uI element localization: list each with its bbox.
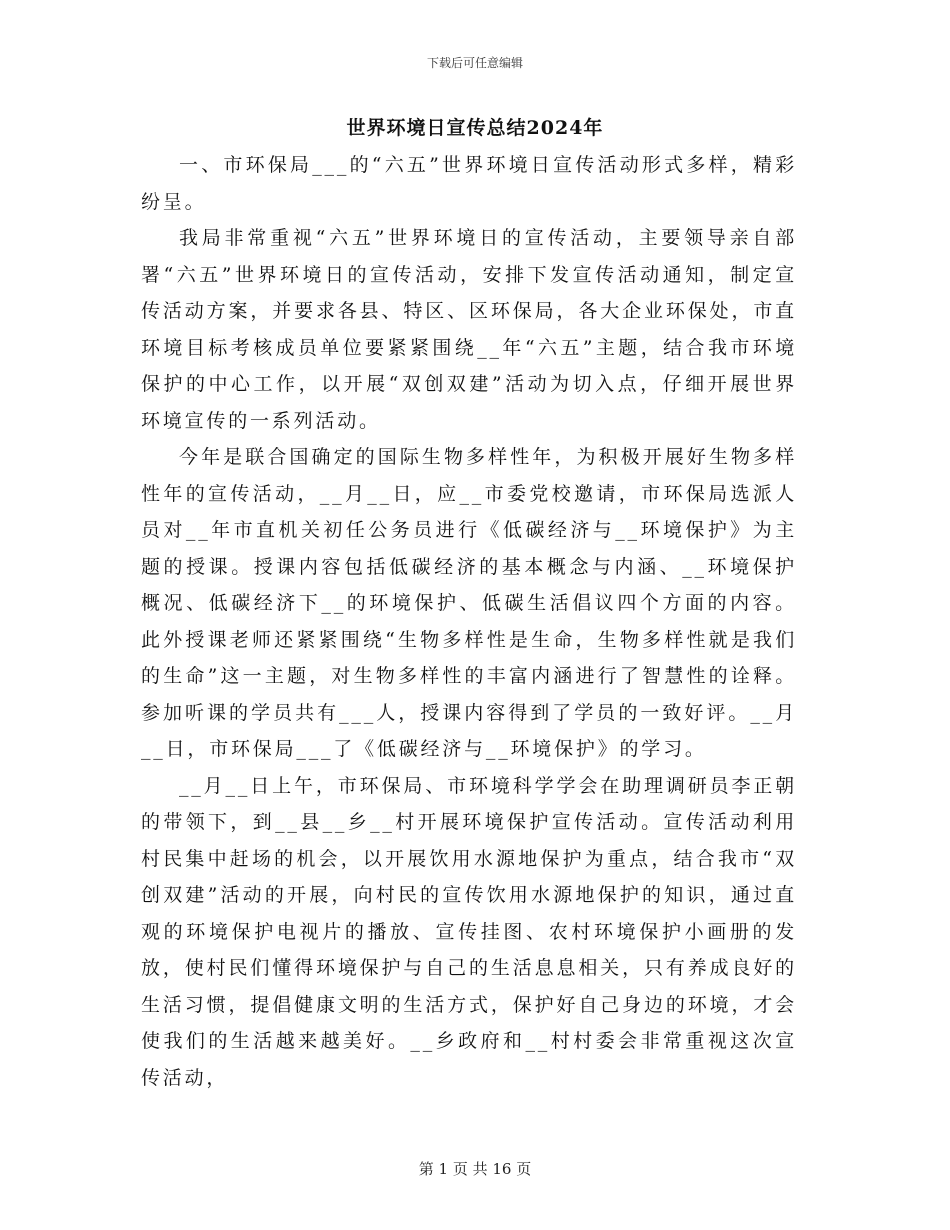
paragraph-2: 我局非常重视“六五”世界环境日的宣传活动，主要领导亲自部署“六五”世界环境日的宣传活动，安排下发宣传活动通知，制定宣传活动方案，并要求各县、特区、区环保局，各大企业环保处，市直环境目标考核成员单位要紧紧围绕__年“六五”主题，结合我市环境保护的中心工作，以开展“双创双建”活动为切入点，仔细开展世界环境宣传的一系列活动。 xyxy=(141,227,797,432)
header-note: 下载后可任意编辑 xyxy=(426,56,523,70)
document-title: 世界环境日宣传总结2024年 xyxy=(346,117,604,139)
paragraph-4: __月__日上午，市环保局、市环境科学学会在助理调研员李正朝的带领下，到__县__乡__村开展环境保护宣传活动。宣传活动利用村民集中赶场的机会，以开展饮用水源地保护为重点，结合我市“双创双建”活动的开展，向村民的宣传饮用水源地保护的知识，通过直观的环境保护电视片的播放、宣传挂图、农村环境保护小画册的发放，使村民们懂得环境保护与自己的生活息息相关，只有养成良好的生活习惯，提倡健康文明的生活方式，保护好自己身边的环境，才会使我们的生活越来越美好。__乡政府和__村村委会非常重视这次宣传活动， xyxy=(141,774,797,1089)
page-number: 第 1 页 共 16 页 xyxy=(418,1160,532,1178)
document-body xyxy=(141,147,797,1096)
paragraph-1: 一、市环保局___的“六五”世界环境日宣传活动形式多样，精彩纷呈。 xyxy=(141,154,797,213)
paragraph-3: 今年是联合国确定的国际生物多样性年，为积极开展好生物多样性年的宣传活动，__月__日，应__市委党校邀请，市环保局选派人员对__年市直机关初任公务员进行《低碳经济与__环境保护》为主题的授课。授课内容包括低碳经济的基本概念与内涵、__环境保护概况、低碳经济下__的环境保护、低碳生活倡议四个方面的内容。此外授课老师还紧紧围绕“生物多样性是生命，生物多样性就是我们的生命”这一主题，对生物多样性的丰富内涵进行了智慧性的诠释。参加听课的学员共有___人，授课内容得到了学员的一致好评。__月__日，市环保局___了《低碳经济与__环境保护》的学习。 xyxy=(141,446,797,760)
